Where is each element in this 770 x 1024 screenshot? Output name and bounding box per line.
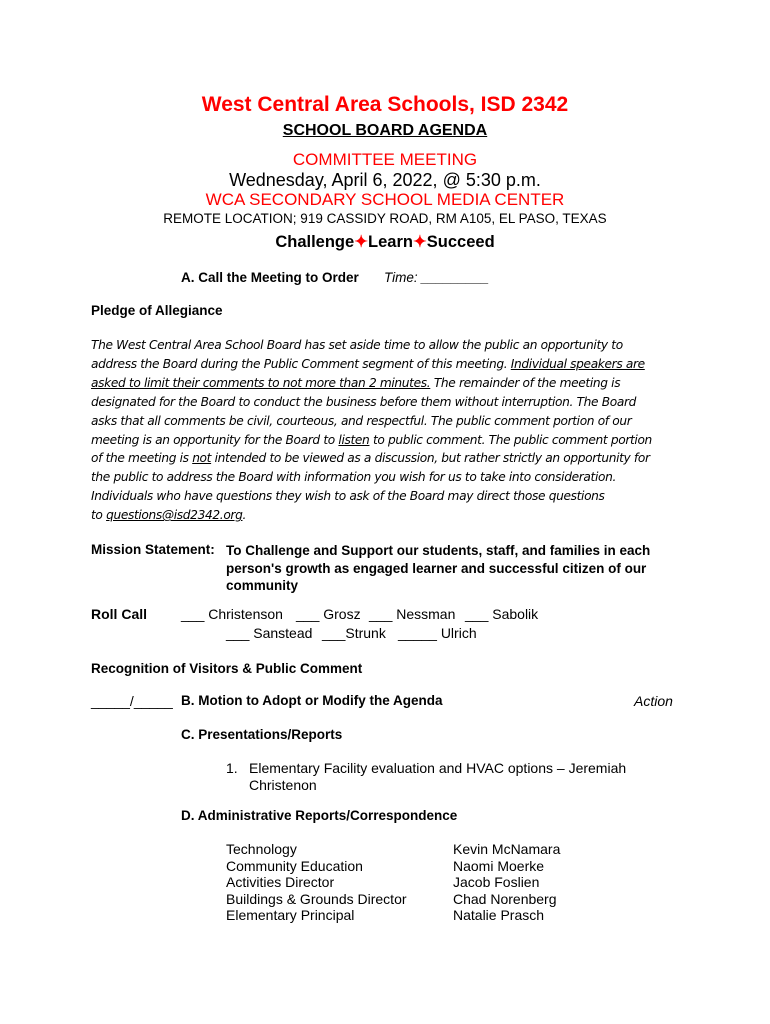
agenda-title: SCHOOL BOARD AGENDA — [282, 122, 488, 139]
mission-text: To Challenge and Support our students, staff, and families in each person's growth as engaged learner and successful citizen of our community — [226, 543, 651, 593]
star-icon: ✦ — [354, 233, 369, 251]
admin-name: Naomi Moerke — [453, 857, 545, 874]
admin-name: Natalie Prasch — [453, 907, 545, 923]
roll-call-member: ___ Sabolik — [465, 606, 539, 622]
admin-name: Kevin McNamara — [453, 841, 561, 857]
admin-reports-heading: D. Administrative Reports/Correspondence — [181, 808, 458, 823]
public-comment-paragraph: The West Central Area School Board has set aside time to allow the public an opportunity to address the Board during the Public Comment segment of this meeting. Individual speakers are asked to limit their comments to not more than 2 minutes. The remainder of the meeting is designated for the Board to conduct the business before them without interruption. The Board asks that all comments be civil, courteous, and respectful. The public comment portion of our meeting is an opportunity for the Board to listen to public comment. The public comment portion of the meeting is not intended to be viewed as a discussion, but rather strictly an opportunity for the public to address the Board with information you wish for us to take into consideration. Individuals who have questions they wish to ask of the Board may direct those questions to questions@isd2342.org. — [91, 338, 652, 523]
roll-call-member: _____ Ulrich — [398, 625, 477, 641]
presentations-heading: C. Presentations/Reports — [181, 727, 343, 742]
pledge-heading: Pledge of Allegiance — [91, 303, 223, 318]
roll-call-member: ___Strunk — [322, 625, 386, 641]
motto: Challenge✦Learn✦Succeed — [275, 233, 495, 251]
roll-call-member: ___ Nessman — [369, 606, 456, 622]
motion-action: Action — [634, 693, 673, 709]
presentation-item-number: 1. — [226, 760, 238, 776]
roll-call-member: ___ Christenson — [181, 606, 283, 622]
admin-names-list — [453, 841, 560, 924]
district-title: West Central Area Schools, ISD 2342 — [201, 93, 569, 116]
call-time: Time: _________ — [384, 270, 489, 285]
meeting-date-time: Wednesday, April 6, 2022, @ 5:30 p.m. — [229, 170, 541, 190]
motion-heading: B. Motion to Adopt or Modify the Agenda — [181, 693, 443, 708]
admin-roles-list — [226, 841, 407, 924]
visitors-heading: Recognition of Visitors & Public Comment — [91, 661, 363, 676]
remote-location: REMOTE LOCATION; 919 CASSIDY ROAD, RM A105, EL PASO, TEXAS — [163, 211, 607, 226]
star-icon: ✦ — [412, 233, 427, 251]
roll-call-member: ___ Sanstead — [226, 625, 313, 641]
admin-role: Community Education — [226, 857, 363, 874]
admin-role: Technology — [226, 841, 297, 857]
presentation-item: Elementary Facility evaluation and HVAC options – Jeremiah Christenon — [249, 760, 627, 793]
mission-label: Mission Statement: — [91, 542, 215, 557]
admin-role: Elementary Principal — [226, 907, 355, 923]
roll-call-label: Roll Call — [91, 606, 148, 622]
admin-role: Buildings & Grounds Director — [226, 890, 407, 907]
motion-blanks: _____/_____ — [91, 693, 173, 709]
roll-call-member: ___ Grosz — [296, 606, 361, 622]
admin-name: Chad Norenberg — [453, 890, 557, 907]
admin-name: Jacob Foslien — [453, 874, 540, 890]
meeting-type: COMMITTEE MEETING — [292, 150, 478, 169]
admin-role: Activities Director — [226, 874, 335, 890]
meeting-venue: WCA SECONDARY SCHOOL MEDIA CENTER — [205, 190, 565, 209]
call-to-order: A. Call the Meeting to Order — [181, 270, 359, 285]
email-link[interactable]: questions@isd2342.org — [106, 508, 243, 523]
